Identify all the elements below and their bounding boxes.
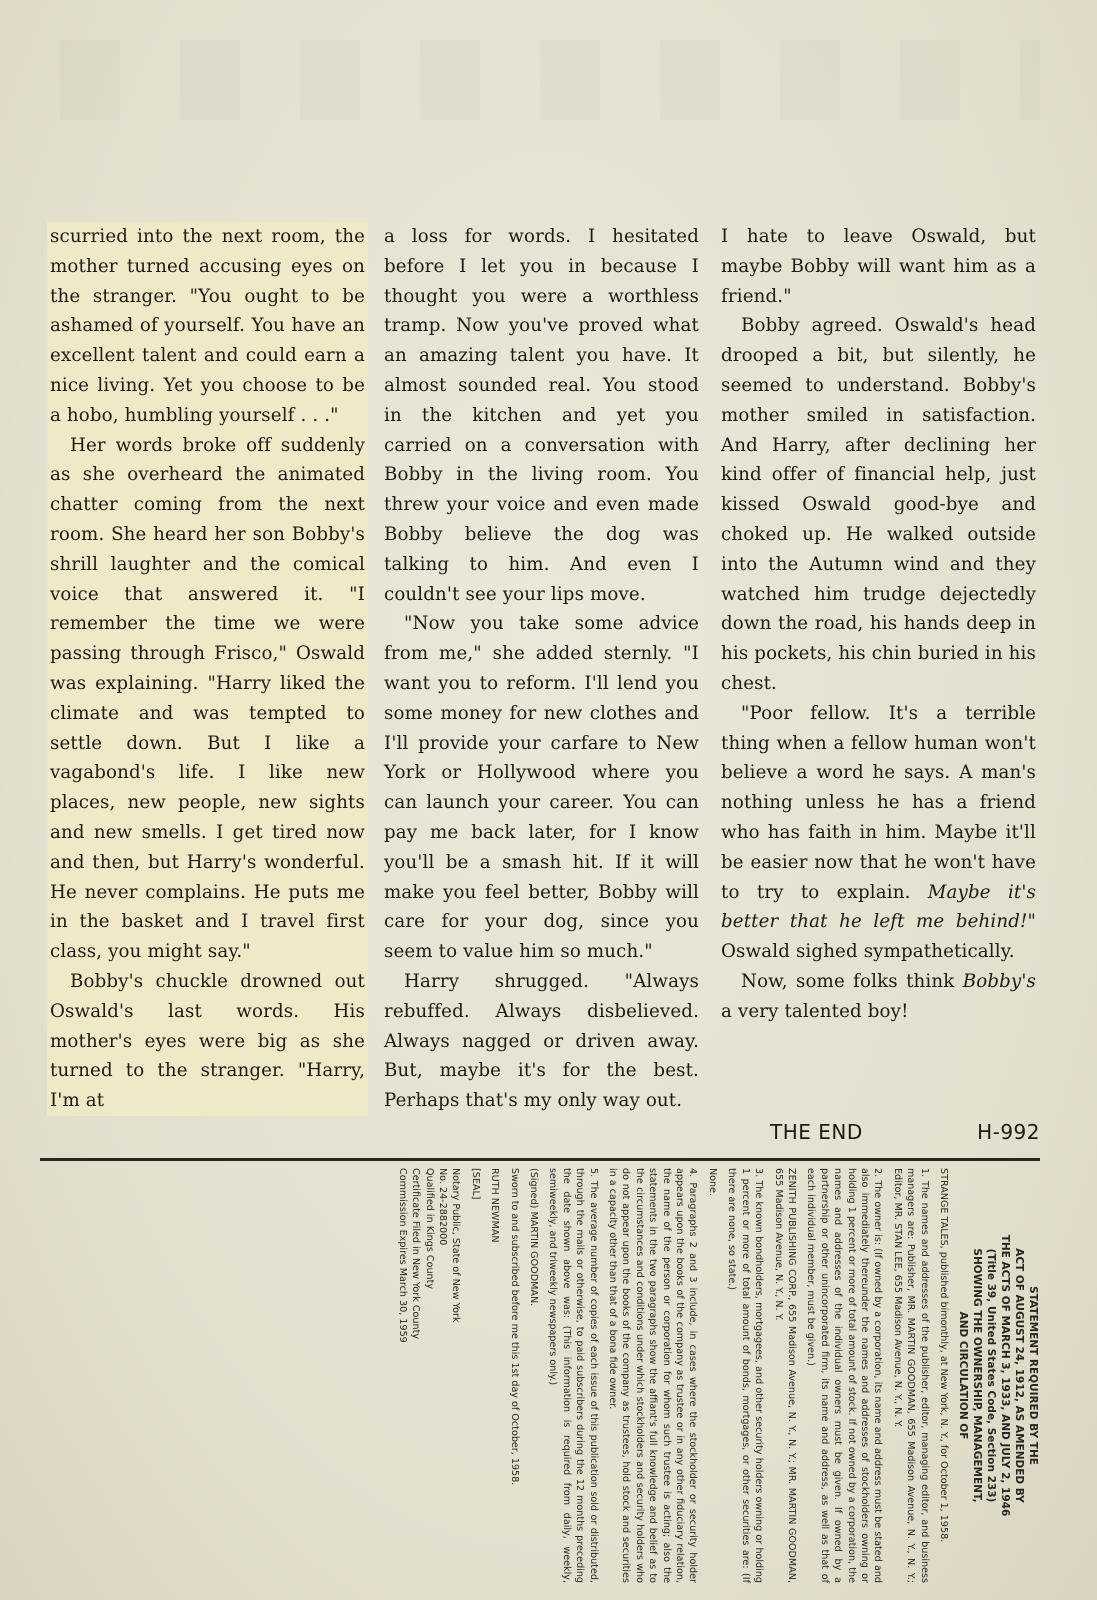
statement-paragraph: 3. The known bondholders, mortgagees, and other security holders owning or holding 1 percent or more of total amount of bonds, mortgages, or other securities are: (If there are none, so state.) [726,1168,765,1583]
paragraph: Her words broke off suddenly as she overheard the animated chatter coming from the next room. She heard her son Bobby's shrill laughter and the comical voice that answered it. "I remember the time we were passing through Frisco," Oswald was explaining. "Harry liked the climate and was tempted to settle down. But I like a vagabond's life. I like new places, new people, new sights and new smells. I get tired now and then, but Harry's wonderful. He never complains. He puts me in the basket and I travel first class, you might say." [50,434,365,963]
paragraph [721,699,1036,967]
statement-paragraph: 1. The names and addresses of the publisher, editor, managing editor, and business managers are: Publisher, MR. MARTIN GOODMAN, 655 Madison Avenue, N. Y., N. Y.; Editor, MR. STAN LEE, 655 Madison Avenue, N. Y., N. Y. [891,1168,930,1583]
heading-line: SHOWING THE OWNERSHIP, MANAGEMENT, [971,1248,983,1503]
divider-rule [40,1158,1040,1161]
paragraph: a loss for words. I hesitated before I let you in because I thought you were a worthless tramp. Now you've proved what an amazing talent you have. It almost sounded real. You stood in the kitchen and yet you carried on a conversation with Bobby in the living room. You threw your voice and even made Bobby believe the dog was talking to him. And even I couldn't see your lips move. [384,226,699,605]
story-column-2 [384,222,699,1116]
paragraph: Harry shrugged. "Always rebuffed. Always disbelieved. Always nagged or driven away. But, maybe it's for the best. Perhaps that's my only way out. [384,970,699,1112]
statement-paragraph: None. [706,1168,718,1197]
paragraph-text: Now, some folks think [741,970,963,992]
paragraph [721,967,1036,1027]
italic-text: Maybe it's better that he left me behind!" [721,881,1037,933]
paragraph: "Now you take some advice from me," she added sternly. "I want you to reform. I'll lend you some money for new clothes and I'll provide your carfare to New York or Hollywood where you can launch your career. You can pay me back later, for I know you'll be a smash hit. If it will make you feel better, Bobby will care for your dog, since you seem to value him so much." [384,613,699,963]
heading-line: AND CIRCULATION OF [957,1311,969,1440]
statement-paragraph: 2. The owner is: (If owned by a corporation, its name and address must be stated and also immediately thereunder the names and addresses of stockholders owning or holding 1 percent or more of total amount of stock. If not owned by a corporation, the names and addresses of the individual owners must be given. If owned by a partnership or other unincorporated firm, its name and address, as well as that of each individual member, must be given.) [805,1168,884,1583]
paragraph: Bobby agreed. Oswald's head drooped a bit, but silently, he seemed to understand. Bobby's mother smiled in satisfaction. And Harry, after declining her kind offer of financial help, just kissed Oswald good-bye and choked up. He walked outside into the Autumn wind and they watched him trudge dejectedly down the road, his hands deep in his pockets, his chin buried in his chest. [721,315,1036,694]
paragraph: Bobby's chuckle drowned out Oswald's last words. His mother's eyes were big as she turned to the stranger. "Harry, I'm at [50,970,365,1112]
sworn-line: Sworn to and subscribed before me this 1st day of October, 1958. [508,1168,520,1486]
heading-line: STATEMENT REQUIRED BY THE [1027,1286,1039,1465]
story-text [47,222,1037,1162]
statement-heading [956,1168,1040,1583]
heading-line: (Title 39, United States Code, Section 233) [985,1248,997,1503]
story-code: H-992 [977,1120,1040,1144]
italic-text: Bobby's [962,970,1036,992]
paragraph-text: "Poor fellow. It's a terrible thing when a fellow human won't believe a word he says. A man's nothing unless he has a friend who has faith in him. Maybe it'll be easier now that he won't have to try to explain. [721,702,1036,903]
ownership-statement [40,1168,1040,1588]
statement-paragraph: 4. Paragraphs 2 and 3 include, in cases where the stockholder or security holder appears upon the books of the company as trustee or in any other fiduciary relation, the name of the person or corporation for whom such trustee is acting; also the statements in the two paragraphs show the affiant's full knowledge and belief as to the circumstances and conditions under which stockholders and security holders who do not appear upon the books of the company as trustees, hold stock and securities in a capacity other than that of a bona fide owner. [607,1168,699,1583]
the-end-label: THE END [770,1120,863,1144]
end-line [770,1120,1040,1144]
paragraph-text: Oswald sighed sympathetically. [721,941,1015,963]
story-column-1 [47,222,368,1116]
statement-paragraph: STRANGE TALES, published bimonthly, at New York, N. Y., for October 1, 1958. [938,1168,949,1543]
statement-paragraph: 5. The average number of copies of each issue of this publication sold or distributed, through the mails or otherwise, to paid subscribers during the 12 months preceding the date shown above was: (This information is required from daily, weekly, semiweekly, and triweekly newspapers only.) [547,1168,599,1583]
notary-line: No. 24-2882000 [437,1168,448,1246]
bleed-through-texture [60,40,1040,120]
notary-name: RUTH NEWMAN [489,1168,501,1243]
notary-line: Notary Public, State of New York [450,1168,462,1323]
heading-line: ACT OF AUGUST 24, 1912, AS AMENDED BY [1013,1248,1025,1503]
paragraph: scurried into the next room, the mother turned accusing eyes on the stranger. "You ought to be ashamed of yourself. You have an excellent talent and could earn a nice living. Yet you choose to be a hobo, humbling yourself . . ." [50,226,365,426]
seal-label: [SEAL] [469,1168,481,1200]
signature-line: (Signed) MARTIN GOODMAN. [528,1168,540,1307]
notary-line: Certificate Filed in New York County [410,1168,422,1340]
paragraph-text: a very talented boy! [721,1000,909,1022]
paragraph: I hate to leave Oswald, but maybe Bobby will want him as a friend." [721,226,1036,307]
statement-paragraph: ZENITH PUBLISHING CORP., 655 Madison Avenue, N. Y., N. Y.; MR. MARTIN GOODMAN, 655 Madison Avenue, N. Y., N. Y. [772,1168,797,1583]
heading-line: THE ACTS OF MARCH 3, 1933, AND JULY 2, 1946 [999,1234,1011,1517]
story-column-3 [721,222,1036,1027]
notary-line: Commission Expires March 30, 1959 [396,1168,408,1343]
notary-details [395,1168,462,1583]
notary-line: Qualified in Kings County [423,1168,435,1290]
statement-rotated-text [40,1168,1040,1583]
